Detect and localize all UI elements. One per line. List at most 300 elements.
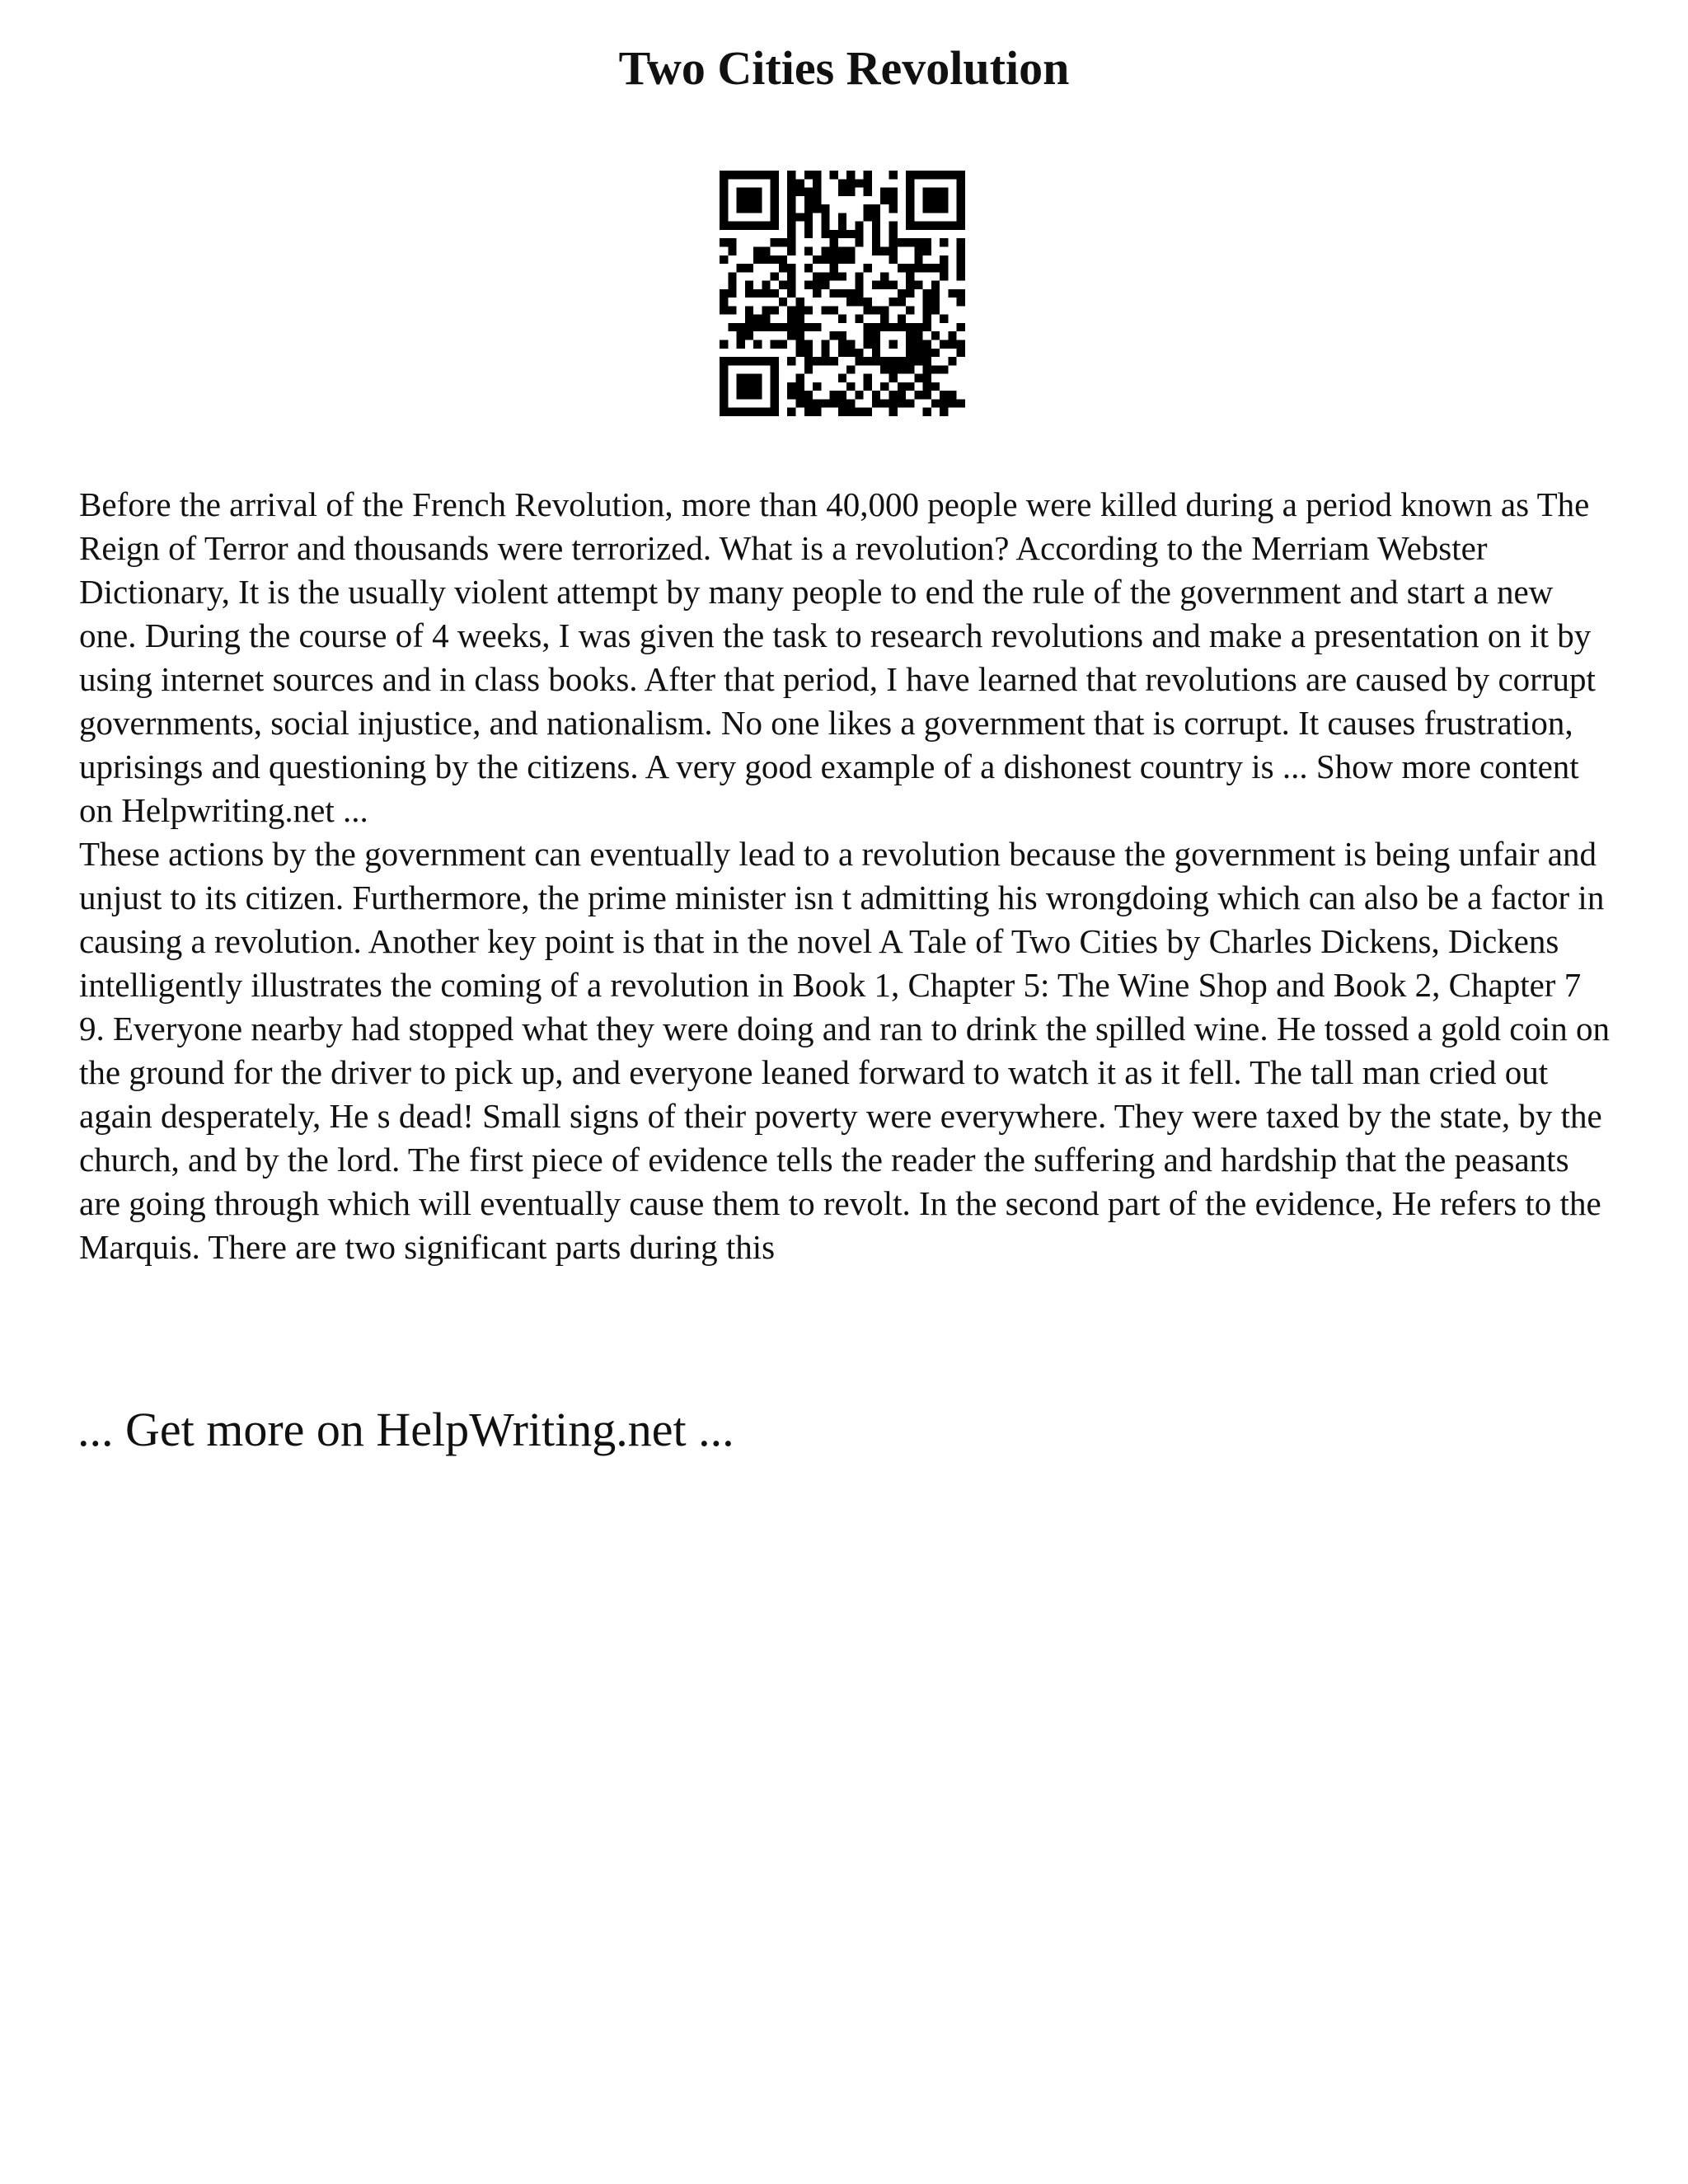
- qr-module: [914, 246, 922, 255]
- qr-module: [720, 306, 728, 314]
- qr-module: [846, 289, 855, 298]
- qr-module: [872, 349, 880, 357]
- qr-module: [923, 171, 931, 179]
- get-more-link[interactable]: ... Get more on HelpWriting.net ...: [77, 1403, 734, 1456]
- qr-module: [753, 408, 762, 416]
- qr-module: [753, 222, 762, 230]
- qr-module: [914, 281, 922, 289]
- qr-module: [889, 204, 898, 213]
- qr-module: [898, 357, 906, 365]
- qr-module: [906, 264, 914, 272]
- qr-module: [923, 289, 931, 298]
- qr-module: [753, 196, 762, 204]
- qr-module: [745, 281, 753, 289]
- qr-module: [914, 340, 922, 349]
- qr-module: [753, 391, 762, 399]
- qr-module: [957, 238, 965, 246]
- qr-module: [872, 213, 880, 221]
- qr-module: [804, 213, 813, 221]
- qr-module: [855, 357, 863, 365]
- qr-module: [753, 340, 762, 349]
- qr-module: [771, 179, 779, 187]
- qr-module: [795, 391, 804, 399]
- qr-module: [745, 306, 753, 314]
- qr-module: [872, 204, 880, 213]
- qr-module: [906, 272, 914, 280]
- qr-module: [864, 171, 872, 179]
- qr-module: [898, 238, 906, 246]
- qr-module: [762, 171, 770, 179]
- qr-module: [931, 222, 940, 230]
- qr-module: [889, 365, 898, 373]
- qr-module: [906, 213, 914, 221]
- qr-module: [957, 289, 965, 298]
- qr-module: [753, 171, 762, 179]
- qr-module: [795, 349, 804, 357]
- paragraph-2: These actions by the government can eventually lead to a revolution because the government is being unfair and unjust to its citizen. Furthermore, the prime minister isn t admitting his wrongdoing which can also be a factor in causing a revolution. Another key point is that in the novel A Tale of Two Cities by Charles Dickens, Dickens intelligently illustrates the coming of a revolution in Book 1, Chapter 5: The Wine Shop and Book 2, Chapter 7 9. Everyone nearby had stopped what they were doing and ran to drink the spilled wine. He tossed a gold coin on the ground for the driver to pick up, and everyone leaned forward to watch it as it fell. The tall man cried out again desperately, He s dead! Small signs of their poverty were everywhere. They were taxed by the state, by the church, and by the lord. The first piece of evidence tells the reader the suffering and hardship that the peasants are going through which will eventually cause them to revolt. In the second part of the evidence, He refers to the Marquis. There are two significant parts during this: [79, 835, 1611, 1266]
- qr-module: [720, 340, 728, 349]
- qr-module: [880, 272, 889, 280]
- qr-module: [771, 213, 779, 221]
- qr-module: [821, 255, 829, 264]
- qr-module: [880, 323, 889, 331]
- qr-module: [821, 272, 829, 280]
- qr-module: [957, 298, 965, 306]
- qr-module: [787, 323, 795, 331]
- qr-module: [804, 408, 813, 416]
- qr-module: [804, 171, 813, 179]
- qr-module: [821, 204, 829, 213]
- qr-module: [889, 238, 898, 246]
- qr-module: [795, 331, 804, 340]
- qr-module: [864, 382, 872, 391]
- qr-module: [745, 391, 753, 399]
- qr-module: [931, 281, 940, 289]
- qr-module: [838, 188, 846, 196]
- document-title: Two Cities Revolution: [618, 41, 1070, 95]
- qr-module: [906, 238, 914, 246]
- qr-module: [889, 391, 898, 399]
- qr-module: [745, 315, 753, 323]
- qr-module: [914, 171, 922, 179]
- qr-module: [872, 281, 880, 289]
- qr-module: [804, 204, 813, 213]
- qr-module: [753, 315, 762, 323]
- qr-module: [821, 246, 829, 255]
- qr-module: [855, 281, 863, 289]
- qr-module: [838, 399, 846, 407]
- qr-module: [720, 222, 728, 230]
- qr-module: [804, 306, 813, 314]
- qr-module: [737, 382, 745, 391]
- qr-module: [898, 382, 906, 391]
- qr-code-graphic: [720, 171, 965, 416]
- qr-module: [804, 188, 813, 196]
- qr-module: [906, 306, 914, 314]
- qr-module: [846, 408, 855, 416]
- qr-module: [864, 331, 872, 340]
- qr-module: [898, 399, 906, 407]
- qr-module: [940, 272, 948, 280]
- qr-module: [855, 408, 863, 416]
- qr-module: [872, 306, 880, 314]
- qr-module: [787, 382, 795, 391]
- qr-module: [855, 349, 863, 357]
- qr-module: [720, 289, 728, 298]
- qr-module: [813, 196, 821, 204]
- qr-module: [872, 222, 880, 230]
- qr-module: [948, 222, 956, 230]
- qr-module: [864, 213, 872, 221]
- qr-module: [830, 399, 838, 407]
- qr-module: [771, 306, 779, 314]
- qr-module: [779, 264, 787, 272]
- qr-module: [880, 357, 889, 365]
- qr-module: [923, 238, 931, 246]
- qr-module: [753, 289, 762, 298]
- qr-module: [923, 222, 931, 230]
- qr-module: [771, 204, 779, 213]
- qr-module: [771, 196, 779, 204]
- qr-module: [872, 230, 880, 238]
- qr-module: [787, 222, 795, 230]
- qr-module: [753, 357, 762, 365]
- qr-module: [880, 382, 889, 391]
- qr-module: [864, 340, 872, 349]
- qr-module: [804, 349, 813, 357]
- qr-module: [830, 272, 838, 280]
- qr-module: [771, 171, 779, 179]
- qr-module: [804, 357, 813, 365]
- qr-module: [762, 323, 770, 331]
- qr-module: [898, 289, 906, 298]
- qr-module: [745, 188, 753, 196]
- qr-module: [745, 196, 753, 204]
- qr-module: [838, 222, 846, 230]
- qr-module: [872, 331, 880, 340]
- qr-module: [880, 399, 889, 407]
- qr-module: [846, 171, 855, 179]
- qr-module: [889, 298, 898, 306]
- qr-module: [779, 340, 787, 349]
- qr-module: [771, 188, 779, 196]
- qr-module: [771, 238, 779, 246]
- qr-module: [931, 399, 940, 407]
- qr-module: [846, 179, 855, 187]
- qr-module: [745, 323, 753, 331]
- qr-module: [720, 399, 728, 407]
- qr-module: [787, 391, 795, 399]
- qr-module: [940, 188, 948, 196]
- qr-module: [855, 391, 863, 399]
- qr-module: [821, 230, 829, 238]
- qr-module: [931, 289, 940, 298]
- qr-module: [720, 382, 728, 391]
- qr-module: [771, 340, 779, 349]
- qr-module: [762, 289, 770, 298]
- qr-module: [838, 391, 846, 399]
- qr-module: [795, 306, 804, 314]
- qr-module: [880, 281, 889, 289]
- qr-module: [720, 298, 728, 306]
- qr-module: [948, 399, 956, 407]
- qr-module: [940, 315, 948, 323]
- qr-module: [889, 188, 898, 196]
- qr-module: [779, 298, 787, 306]
- qr-module: [889, 246, 898, 255]
- qr-module: [940, 399, 948, 407]
- qr-module: [830, 289, 838, 298]
- qr-module: [728, 171, 736, 179]
- qr-module: [906, 365, 914, 373]
- qr-module: [931, 365, 940, 373]
- qr-module: [898, 264, 906, 272]
- qr-module: [898, 323, 906, 331]
- qr-module: [957, 196, 965, 204]
- qr-module: [753, 204, 762, 213]
- qr-module: [906, 323, 914, 331]
- qr-module: [931, 382, 940, 391]
- qr-module: [728, 357, 736, 365]
- qr-module: [813, 272, 821, 280]
- qr-module: [940, 264, 948, 272]
- qr-module: [830, 171, 838, 179]
- qr-module: [753, 374, 762, 382]
- qr-module: [838, 246, 846, 255]
- qr-module: [898, 365, 906, 373]
- qr-module: [880, 365, 889, 373]
- qr-module: [804, 323, 813, 331]
- qr-module: [779, 238, 787, 246]
- qr-module: [846, 188, 855, 196]
- qr-module: [728, 272, 736, 280]
- qr-module: [838, 272, 846, 280]
- qr-module: [813, 204, 821, 213]
- qr-module: [830, 230, 838, 238]
- qr-module: [931, 349, 940, 357]
- qr-module: [906, 289, 914, 298]
- qr-code-icon: [720, 171, 965, 416]
- qr-module: [830, 391, 838, 399]
- qr-module: [771, 365, 779, 373]
- qr-module: [923, 374, 931, 382]
- qr-module: [787, 246, 795, 255]
- qr-module: [889, 374, 898, 382]
- qr-module: [923, 340, 931, 349]
- qr-module: [923, 349, 931, 357]
- qr-module: [906, 222, 914, 230]
- qr-module: [864, 188, 872, 196]
- qr-module: [880, 196, 889, 204]
- qr-module: [940, 238, 948, 246]
- qr-module: [720, 196, 728, 204]
- qr-module: [923, 315, 931, 323]
- qr-module: [872, 391, 880, 399]
- qr-module: [720, 188, 728, 196]
- qr-module: [906, 171, 914, 179]
- qr-module: [864, 204, 872, 213]
- qr-module: [923, 408, 931, 416]
- qr-module: [795, 188, 804, 196]
- qr-module: [762, 408, 770, 416]
- qr-module: [872, 238, 880, 246]
- qr-module: [737, 196, 745, 204]
- qr-module: [771, 255, 779, 264]
- qr-module: [720, 408, 728, 416]
- qr-module: [940, 365, 948, 373]
- qr-module: [830, 255, 838, 264]
- qr-module: [813, 255, 821, 264]
- qr-module: [813, 399, 821, 407]
- qr-module: [880, 306, 889, 314]
- qr-module: [787, 264, 795, 272]
- qr-module: [737, 188, 745, 196]
- qr-module: [804, 399, 813, 407]
- qr-module: [889, 357, 898, 365]
- qr-module: [728, 281, 736, 289]
- qr-module: [914, 264, 922, 272]
- qr-module: [821, 340, 829, 349]
- qr-module: [821, 357, 829, 365]
- qr-module: [821, 222, 829, 230]
- qr-module: [787, 171, 795, 179]
- qr-module: [948, 357, 956, 365]
- qr-module: [745, 331, 753, 340]
- qr-module: [737, 222, 745, 230]
- qr-module: [889, 171, 898, 179]
- qr-module: [728, 408, 736, 416]
- qr-module: [771, 399, 779, 407]
- qr-module: [830, 238, 838, 246]
- qr-module: [728, 222, 736, 230]
- qr-module: [889, 399, 898, 407]
- qr-module: [720, 374, 728, 382]
- qr-module: [898, 315, 906, 323]
- qr-module: [940, 255, 948, 264]
- qr-module: [846, 349, 855, 357]
- qr-module: [795, 340, 804, 349]
- qr-module: [906, 382, 914, 391]
- qr-module: [737, 357, 745, 365]
- qr-module: [906, 188, 914, 196]
- qr-module: [787, 281, 795, 289]
- qr-module: [838, 408, 846, 416]
- qr-module: [846, 365, 855, 373]
- qr-module: [846, 246, 855, 255]
- qr-module: [830, 331, 838, 340]
- qr-module: [923, 306, 931, 314]
- qr-module: [931, 331, 940, 340]
- qr-module: [762, 222, 770, 230]
- qr-module: [804, 340, 813, 349]
- qr-module: [923, 298, 931, 306]
- qr-module: [728, 323, 736, 331]
- qr-module: [880, 188, 889, 196]
- document-body: [79, 483, 1612, 1269]
- qr-module: [745, 382, 753, 391]
- qr-module: [914, 331, 922, 340]
- qr-module: [771, 374, 779, 382]
- qr-module: [872, 323, 880, 331]
- qr-module: [838, 179, 846, 187]
- qr-module: [948, 331, 956, 340]
- qr-module: [957, 213, 965, 221]
- qr-module: [737, 391, 745, 399]
- qr-module: [787, 306, 795, 314]
- qr-module: [906, 179, 914, 187]
- qr-module: [745, 374, 753, 382]
- qr-module: [855, 298, 863, 306]
- qr-module: [889, 196, 898, 204]
- qr-module: [762, 315, 770, 323]
- qr-module: [889, 255, 898, 264]
- qr-module: [787, 179, 795, 187]
- qr-module: [923, 323, 931, 331]
- qr-module: [737, 323, 745, 331]
- qr-module: [737, 340, 745, 349]
- qr-module: [745, 289, 753, 298]
- qr-module: [906, 357, 914, 365]
- qr-module: [787, 315, 795, 323]
- qr-module: [906, 281, 914, 289]
- qr-module: [898, 298, 906, 306]
- qr-module: [948, 289, 956, 298]
- qr-module: [864, 357, 872, 365]
- qr-module: [914, 323, 922, 331]
- qr-module: [898, 391, 906, 399]
- qr-module: [914, 349, 922, 357]
- qr-module: [864, 179, 872, 187]
- qr-module: [821, 213, 829, 221]
- qr-module: [948, 171, 956, 179]
- qr-module: [872, 340, 880, 349]
- qr-module: [787, 188, 795, 196]
- qr-module: [940, 171, 948, 179]
- qr-module: [889, 281, 898, 289]
- qr-module: [931, 188, 940, 196]
- qr-module: [737, 204, 745, 213]
- qr-module: [779, 255, 787, 264]
- qr-module: [864, 298, 872, 306]
- qr-module: [906, 331, 914, 340]
- qr-module: [821, 399, 829, 407]
- qr-module: [957, 272, 965, 280]
- qr-module: [728, 289, 736, 298]
- qr-module: [813, 179, 821, 187]
- qr-module: [957, 255, 965, 264]
- qr-module: [864, 306, 872, 314]
- qr-module: [846, 298, 855, 306]
- qr-module: [753, 323, 762, 331]
- qr-module: [914, 255, 922, 264]
- qr-module: [914, 222, 922, 230]
- qr-module: [737, 331, 745, 340]
- qr-module: [720, 365, 728, 373]
- qr-module: [737, 408, 745, 416]
- qr-module: [745, 408, 753, 416]
- qr-module: [771, 272, 779, 280]
- qr-module: [957, 349, 965, 357]
- qr-module: [830, 264, 838, 272]
- qr-module: [745, 222, 753, 230]
- qr-module: [720, 204, 728, 213]
- qr-module: [804, 391, 813, 399]
- qr-module: [889, 222, 898, 230]
- qr-module: [762, 306, 770, 314]
- qr-module: [813, 408, 821, 416]
- qr-module: [940, 391, 948, 399]
- qr-module: [813, 188, 821, 196]
